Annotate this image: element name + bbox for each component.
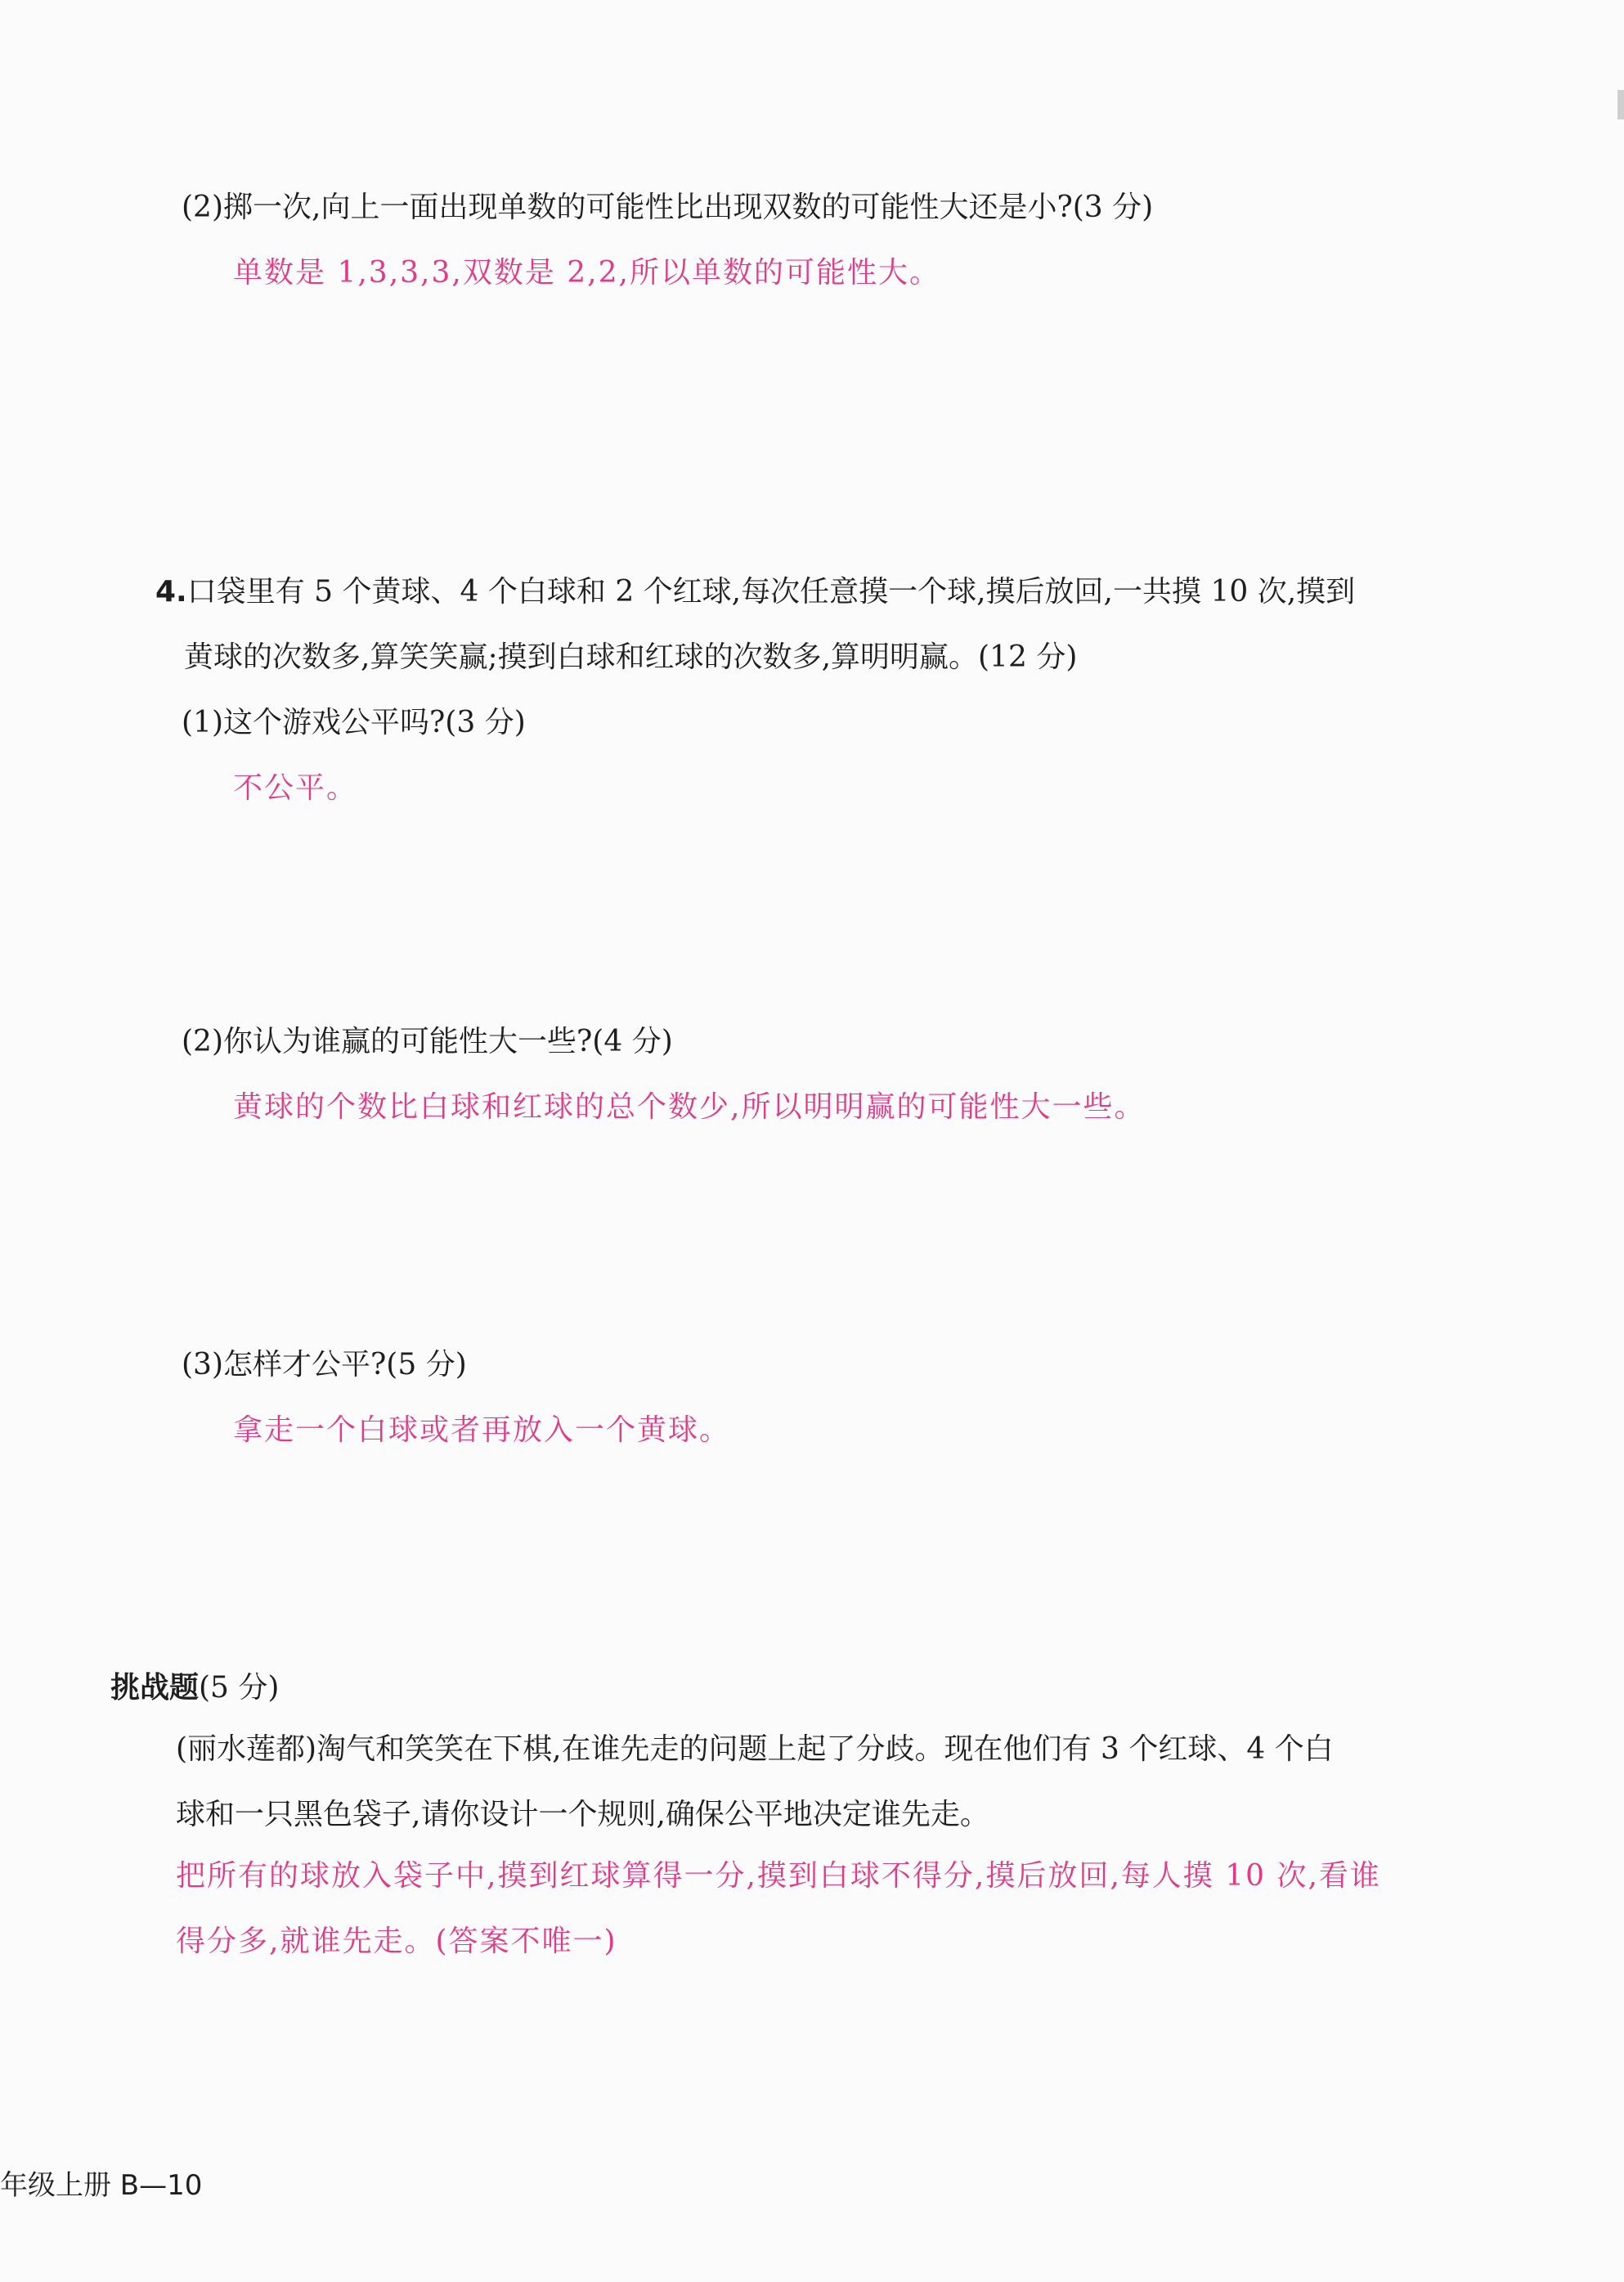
challenge-heading: 挑战题 [110, 1671, 200, 1705]
challenge-answer-line2: 得分多,就谁先走。(答案不唯一) [176, 1925, 617, 1958]
q4-sub3-question: (3)怎样才公平?(5 分) [182, 1348, 467, 1381]
challenge-score: (5 分) [199, 1671, 280, 1705]
q4-number: 4. [155, 575, 187, 609]
q4-sub1-question: (1)这个游戏公平吗?(3 分) [182, 706, 526, 739]
q3-sub2-answer: 单数是 1,3,3,3,双数是 2,2,所以单数的可能性大。 [233, 256, 940, 290]
challenge-text-line1: (丽水莲都)淘气和笑笑在下棋,在谁先走的问题上起了分歧。现在他们有 3 个红球、4 个白 [176, 1732, 1334, 1766]
q4-sub2-answer: 黄球的个数比白球和红球的总个数少,所以明明赢的可能性大一些。 [233, 1090, 1146, 1124]
challenge-title [110, 1669, 279, 1708]
q4-sub1-answer: 不公平。 [233, 771, 358, 805]
q4-sub2-question: (2)你认为谁赢的可能性大一些?(4 分) [182, 1025, 673, 1058]
challenge-answer-line1: 把所有的球放入袋子中,摸到红球算得一分,摸到白球不得分,摸后放回,每人摸 10 次,看谁 [176, 1859, 1381, 1893]
q4-stem-line2: 黄球的次数多,算笑笑赢;摸到白球和红球的次数多,算明明赢。(12 分) [184, 640, 1078, 674]
page-footer: 年级上册 B—10 [0, 2169, 203, 2202]
q4-stem-line1 [155, 573, 1355, 612]
page-edge-mark [1617, 90, 1624, 119]
q3-sub2-question: (2)掷一次,向上一面出现单数的可能性比出现双数的可能性大还是小?(3 分) [182, 191, 1154, 224]
q4-stem-text1: 口袋里有 5 个黄球、4 个白球和 2 个红球,每次任意摸一个球,摸后放回,一共摸 10 次,摸到 [186, 575, 1356, 609]
challenge-text-line2: 球和一只黑色袋子,请你设计一个规则,确保公平地决定谁先走。 [176, 1798, 989, 1831]
q4-sub3-answer: 拿走一个白球或者再放入一个黄球。 [233, 1413, 731, 1447]
